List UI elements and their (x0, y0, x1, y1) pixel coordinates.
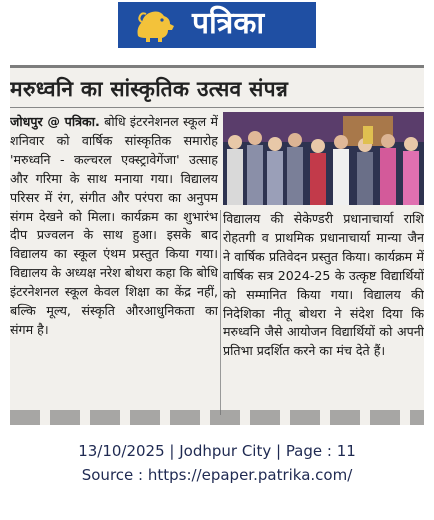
article-left-column (10, 113, 218, 413)
article-dateline: जोधपुर @ पत्रिका. (10, 114, 100, 129)
footer-source: Source : https://epaper.patrika.com/ (81, 466, 353, 484)
headline-divider (10, 107, 424, 108)
lion-icon (132, 6, 178, 44)
footer-meta: 13/10/2025 | Jodhpur City | Page : 11 (78, 442, 356, 460)
event-photo-illustration (223, 112, 424, 205)
article-left-text: बोधि इंटरनेशनल स्कूल में शनिवार को वार्षिक सांस्कृतिक समारोह 'मरुध्वनि - कल्चरल एक्स्ट्रावेगेंजा' उत्साह और गरिमा के साथ मनाया गया। विद्यालय परिसर में रंग, संगीत और परंपरा का अनुपम संगम देखने को मिला। कार्यक्रम का शुभारंभ दीप प्रज्वलन के साथ हुआ। इसके बाद विद्यालय का स्कूल एंथम प्रस्तुत किया गया। विद्यालय के अध्यक्ष नरेश बोथरा कहा कि बोधि इंटरनेशनल स्कूल केवल शिक्षा का केंद्र नहीं, बल्कि मूल्य, संस्कृति औरआधुनिकता का संगम है। (10, 114, 218, 337)
cut-off-text-row (10, 410, 424, 425)
news-clipping (10, 65, 424, 425)
article-right-column (223, 210, 424, 420)
masthead (118, 2, 316, 48)
article-headline: मरुध्वनि का सांस्कृतिक उत्सव संपन्न (10, 77, 289, 101)
column-rule (220, 210, 221, 415)
page-footer (0, 440, 434, 486)
article-right-text: विद्यालय की सेकेण्डरी प्रधानाचार्या राशि रोहतगी व प्राथमिक प्रधानाचार्या मान्या जैन ने वार्षिक प्रतिवेदन प्रस्तुत किया। कार्यक्रम में वार्षिक सत्र 2024-25 के उत्कृष्ट विद्यार्थियों को सम्मानित किया गया। विद्यालय की निदेशिका नीतू बोथरा ने संदेश दिया कि मरुध्वनि जैसे आयोजन विद्यार्थियों को अपनी प्रतिभा प्रदर्शित करने का मंच देते हैं। (223, 211, 424, 359)
masthead-name: पत्रिका (192, 6, 265, 41)
event-photo (223, 112, 424, 205)
